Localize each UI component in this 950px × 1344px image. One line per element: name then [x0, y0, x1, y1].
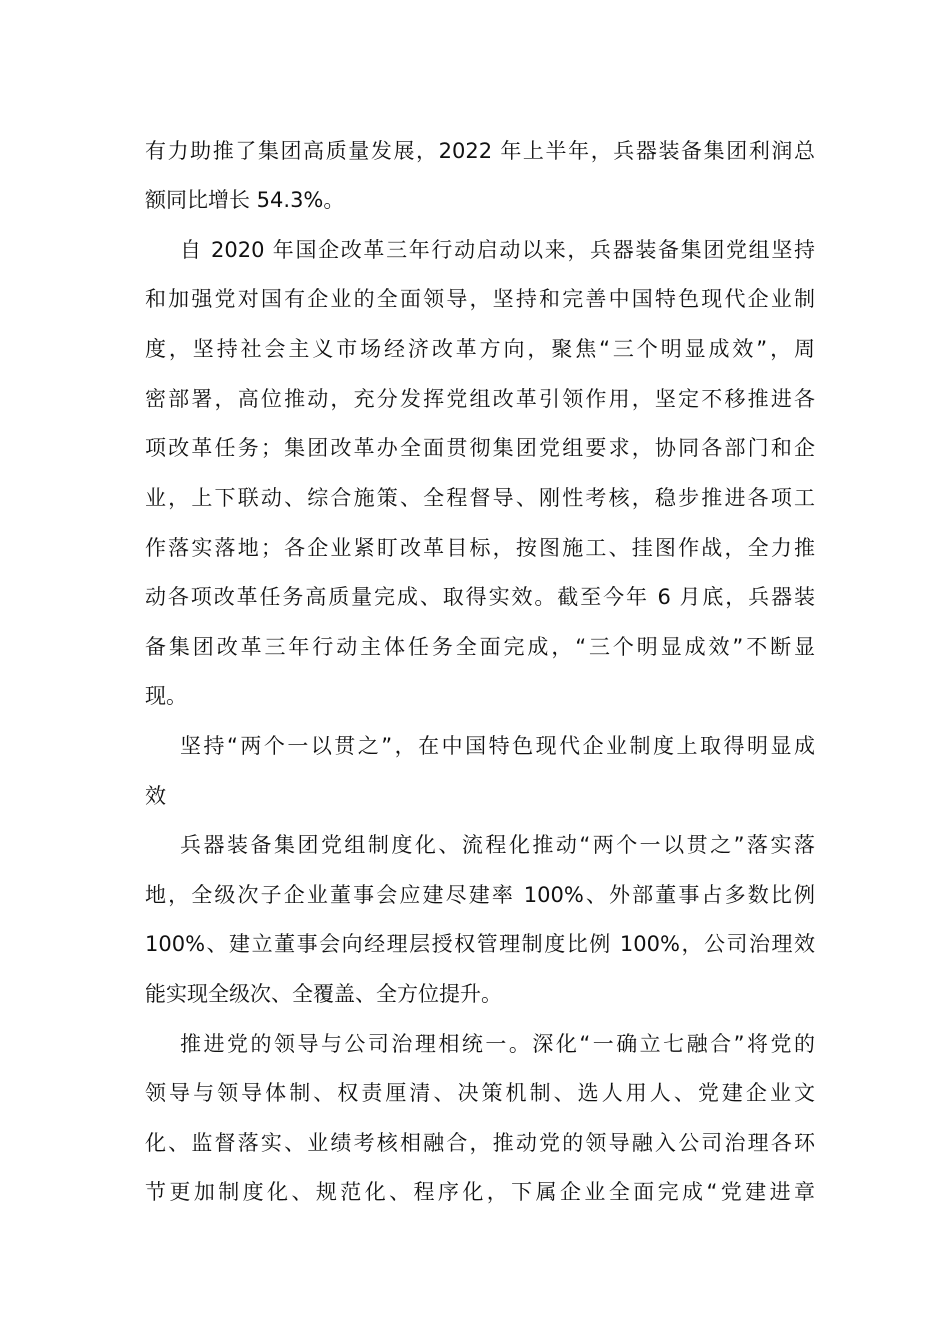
text-line: 领导与领导体制、权责厘清、决策机制、选人用人、党建企业文: [145, 1081, 815, 1105]
text-line: 额同比增长 54.3%。: [145, 188, 345, 212]
text-line: 地，全级次子企业董事会应建尽建率 100%、外部董事占多数比例: [145, 883, 815, 907]
text-line: 有力助推了集团高质量发展，2022 年上半年，兵器装备集团利润总: [145, 139, 815, 163]
text-line: 项改革任务；集团改革办全面贯彻集团党组要求，协同各部门和企: [145, 436, 815, 460]
text-line: 推进党的领导与公司治理相统一。深化“一确立七融合”将党的: [180, 1032, 815, 1056]
text-line: 自 2020 年国企改革三年行动启动以来，兵器装备集团党组坚持: [180, 238, 815, 262]
section-heading-line: 坚持“两个一以贯之”，在中国特色现代企业制度上取得明显成: [180, 734, 815, 758]
text-line: 100%、建立董事会向经理层授权管理制度比例 100%，公司治理效: [145, 932, 815, 956]
text-line: 和加强党对国有企业的全面领导，坚持和完善中国特色现代企业制: [145, 287, 815, 311]
text-line: 现。: [145, 684, 187, 708]
text-line: 作落实落地；各企业紧盯改革目标，按图施工、挂图作战，全力推: [145, 536, 815, 560]
text-line: 能实现全级次、全覆盖、全方位提升。: [145, 982, 502, 1006]
text-line: 节更加制度化、规范化、程序化，下属企业全面完成“党建进章: [145, 1180, 815, 1204]
text-line: 业，上下联动、综合施策、全程督导、刚性考核，稳步推进各项工: [145, 486, 815, 510]
text-line: 动各项改革任务高质量完成、取得实效。截至今年 6 月底，兵器装: [145, 585, 815, 609]
text-line: 密部署，高位推动，充分发挥党组改革引领作用，坚定不移推进各: [145, 387, 815, 411]
text-line: 度，坚持社会主义市场经济改革方向，聚焦“三个明显成效”，周: [145, 337, 815, 361]
text-line: 备集团改革三年行动主体任务全面完成，“三个明显成效”不断显: [145, 635, 815, 659]
text-line: 兵器装备集团党组制度化、流程化推动“两个一以贯之”落实落: [180, 833, 815, 857]
section-heading-line: 效: [145, 784, 166, 808]
text-line: 化、监督落实、业绩考核相融合，推动党的领导融入公司治理各环: [145, 1131, 815, 1155]
